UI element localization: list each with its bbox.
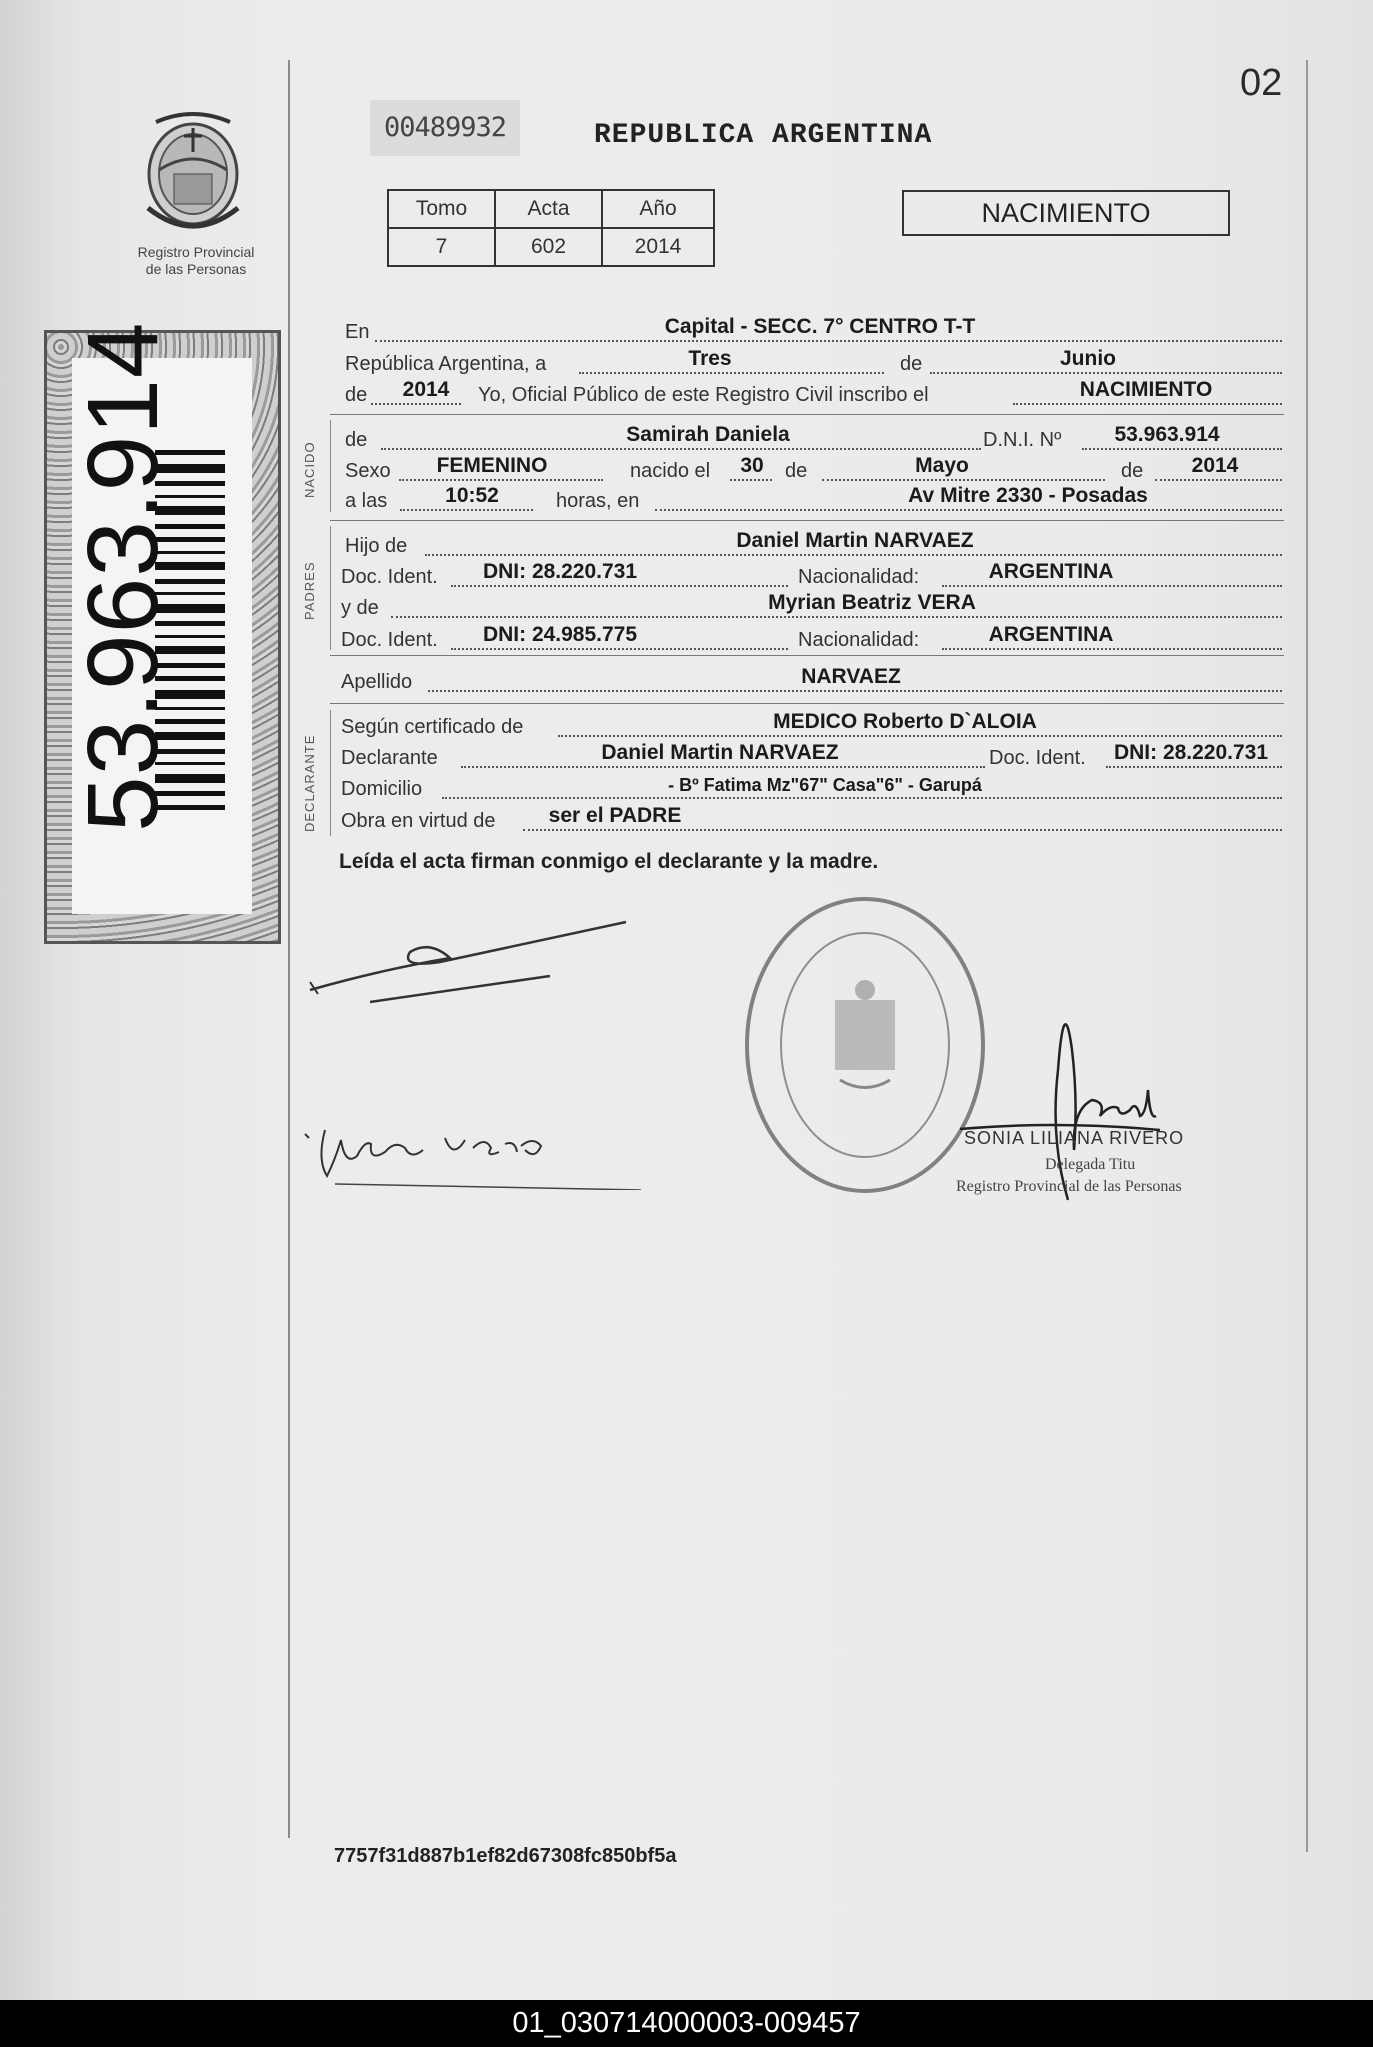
barcode-dni-number: 53.963.914 xyxy=(67,321,179,832)
officer-office: Registro Provincial de las Personas xyxy=(956,1178,1182,1195)
value-birth-day: 30 xyxy=(740,454,764,477)
value-sex: FEMENINO xyxy=(436,454,548,477)
label-doc-ident-father: Doc. Ident. xyxy=(341,566,438,588)
record-table xyxy=(387,189,715,267)
nacido-bracket xyxy=(330,420,331,512)
record-type-box: NACIMIENTO xyxy=(902,190,1230,236)
value-surname: NARVAEZ xyxy=(801,665,901,688)
label-de-name: de xyxy=(345,429,368,451)
record-value-acta: 602 xyxy=(495,228,602,266)
page-number: 02 xyxy=(1240,62,1283,104)
record-value-ano: 2014 xyxy=(602,228,714,266)
province-emblem-icon xyxy=(138,108,248,244)
line-declarant xyxy=(341,741,1282,772)
line-address xyxy=(341,775,1282,803)
official-stamp xyxy=(740,890,990,1200)
label-segun-certificado: Según certificado de xyxy=(341,716,524,738)
line-father-doc xyxy=(341,560,1282,591)
line-surname xyxy=(341,665,1282,696)
footer-id: 01_030714000003-009457 xyxy=(0,2000,1373,2047)
right-margin-rule xyxy=(1306,60,1308,1852)
label-en: En xyxy=(345,321,370,343)
mother-signature xyxy=(295,1100,655,1190)
document-hash: 7757f31d887b1ef82d67308fc850bf5a xyxy=(334,1845,677,1867)
value-place: Capital - SECC. 7° CENTRO T-T xyxy=(664,315,976,338)
value-birth-time: 10:52 xyxy=(445,484,499,507)
record-header-ano: Año xyxy=(602,190,714,228)
section-rule xyxy=(330,655,1284,656)
label-doc-ident-mother: Doc. Ident. xyxy=(341,629,438,651)
country-heading: REPUBLICA ARGENTINA xyxy=(594,120,933,151)
value-father-doc: DNI: 28.220.731 xyxy=(482,560,638,583)
label-hijo-de: Hijo de xyxy=(345,535,408,557)
section-padres: PADRES xyxy=(302,561,317,620)
line-child-name xyxy=(345,423,1282,454)
value-mother-doc: DNI: 24.985.775 xyxy=(482,623,638,646)
value-month-written: Junio xyxy=(1060,347,1116,370)
value-birth-month: Mayo xyxy=(915,454,969,477)
section-declarante: DECLARANTE xyxy=(302,734,317,832)
label-dni-no: D.N.I. Nº xyxy=(983,429,1062,451)
line-place xyxy=(345,315,1282,346)
label-y-de: y de xyxy=(341,597,379,619)
value-by-virtue: ser el PADRE xyxy=(548,804,682,827)
value-birth-place: Av Mitre 2330 - Posadas xyxy=(908,484,1148,507)
line-year xyxy=(345,378,1282,409)
value-day-written: Tres xyxy=(688,347,732,370)
value-father-name: Daniel Martin NARVAEZ xyxy=(736,529,974,552)
value-father-nationality: ARGENTINA xyxy=(988,560,1114,583)
value-certificate: MEDICO Roberto D`ALOIA xyxy=(773,710,1037,733)
registry-name-line1: Registro Provincial xyxy=(137,244,255,260)
label-nacido-el: nacido el xyxy=(630,460,711,482)
label-de-birth-year: de xyxy=(1121,460,1144,482)
value-declarant: Daniel Martin NARVAEZ xyxy=(601,741,839,764)
record-value-tomo: 7 xyxy=(388,228,495,266)
line-certificate xyxy=(341,710,1282,741)
value-mother-name: Myrian Beatriz VERA xyxy=(768,591,976,614)
label-de-birth-month: de xyxy=(785,460,808,482)
value-declarant-doc: DNI: 28.220.731 xyxy=(1113,741,1269,764)
closing-statement: Leída el acta firman conmigo el declarante y la madre. xyxy=(339,850,879,873)
label-obra-virtud: Obra en virtud de xyxy=(341,810,496,832)
left-margin-rule xyxy=(288,60,290,1838)
record-header-tomo: Tomo xyxy=(388,190,495,228)
section-rule xyxy=(330,520,1284,521)
registry-name-line2: de las Personas xyxy=(145,261,247,277)
value-year-written: 2014 xyxy=(402,378,450,401)
line-time-place xyxy=(345,484,1282,515)
line-father xyxy=(345,529,1282,560)
serial-number: 00489932 xyxy=(370,100,520,156)
value-child-dni: 53.963.914 xyxy=(1114,423,1220,446)
section-nacido: NACIDO xyxy=(302,441,317,498)
label-doc-ident-declarant: Doc. Ident. xyxy=(989,747,1086,769)
line-sex xyxy=(345,454,1282,485)
record-header-acta: Acta xyxy=(495,190,602,228)
label-declarante: Declarante xyxy=(341,747,438,769)
label-republica-a: República Argentina, a xyxy=(345,353,547,375)
label-sexo: Sexo xyxy=(345,460,391,482)
value-act-type: NACIMIENTO xyxy=(1079,378,1213,401)
section-rule xyxy=(330,414,1284,415)
value-address: - Bº Fatima Mz"67" Casa"6" - Garupá xyxy=(668,775,982,795)
declarante-bracket xyxy=(330,710,331,836)
declarant-signature xyxy=(300,910,640,1010)
registry-name xyxy=(118,244,274,278)
label-nacionalidad-mother: Nacionalidad: xyxy=(798,629,920,651)
value-mother-nationality: ARGENTINA xyxy=(988,623,1114,646)
officer-title: Delegada Titu xyxy=(1045,1156,1136,1173)
label-apellido: Apellido xyxy=(341,671,413,693)
value-child-name: Samirah Daniela xyxy=(626,423,790,446)
label-de-year: de xyxy=(345,384,368,406)
label-de-month: de xyxy=(900,353,923,375)
label-nacionalidad-father: Nacionalidad: xyxy=(798,566,920,588)
line-by-virtue xyxy=(341,804,1282,835)
line-mother xyxy=(341,591,1282,622)
label-horas-en: horas, en xyxy=(556,490,640,512)
line-date xyxy=(345,347,1282,378)
line-mother-doc xyxy=(341,623,1282,654)
label-a-las: a las xyxy=(345,490,388,512)
padres-bracket xyxy=(330,526,331,650)
label-yo-oficial: Yo, Oficial Público de este Registro Civil inscribo el xyxy=(478,384,929,406)
officer-signature xyxy=(960,990,1220,1210)
value-birth-year: 2014 xyxy=(1191,454,1239,477)
section-rule xyxy=(330,703,1284,704)
officer-name: SONIA LILIANA RIVERO xyxy=(964,1128,1185,1148)
label-domicilio: Domicilio xyxy=(341,778,423,800)
